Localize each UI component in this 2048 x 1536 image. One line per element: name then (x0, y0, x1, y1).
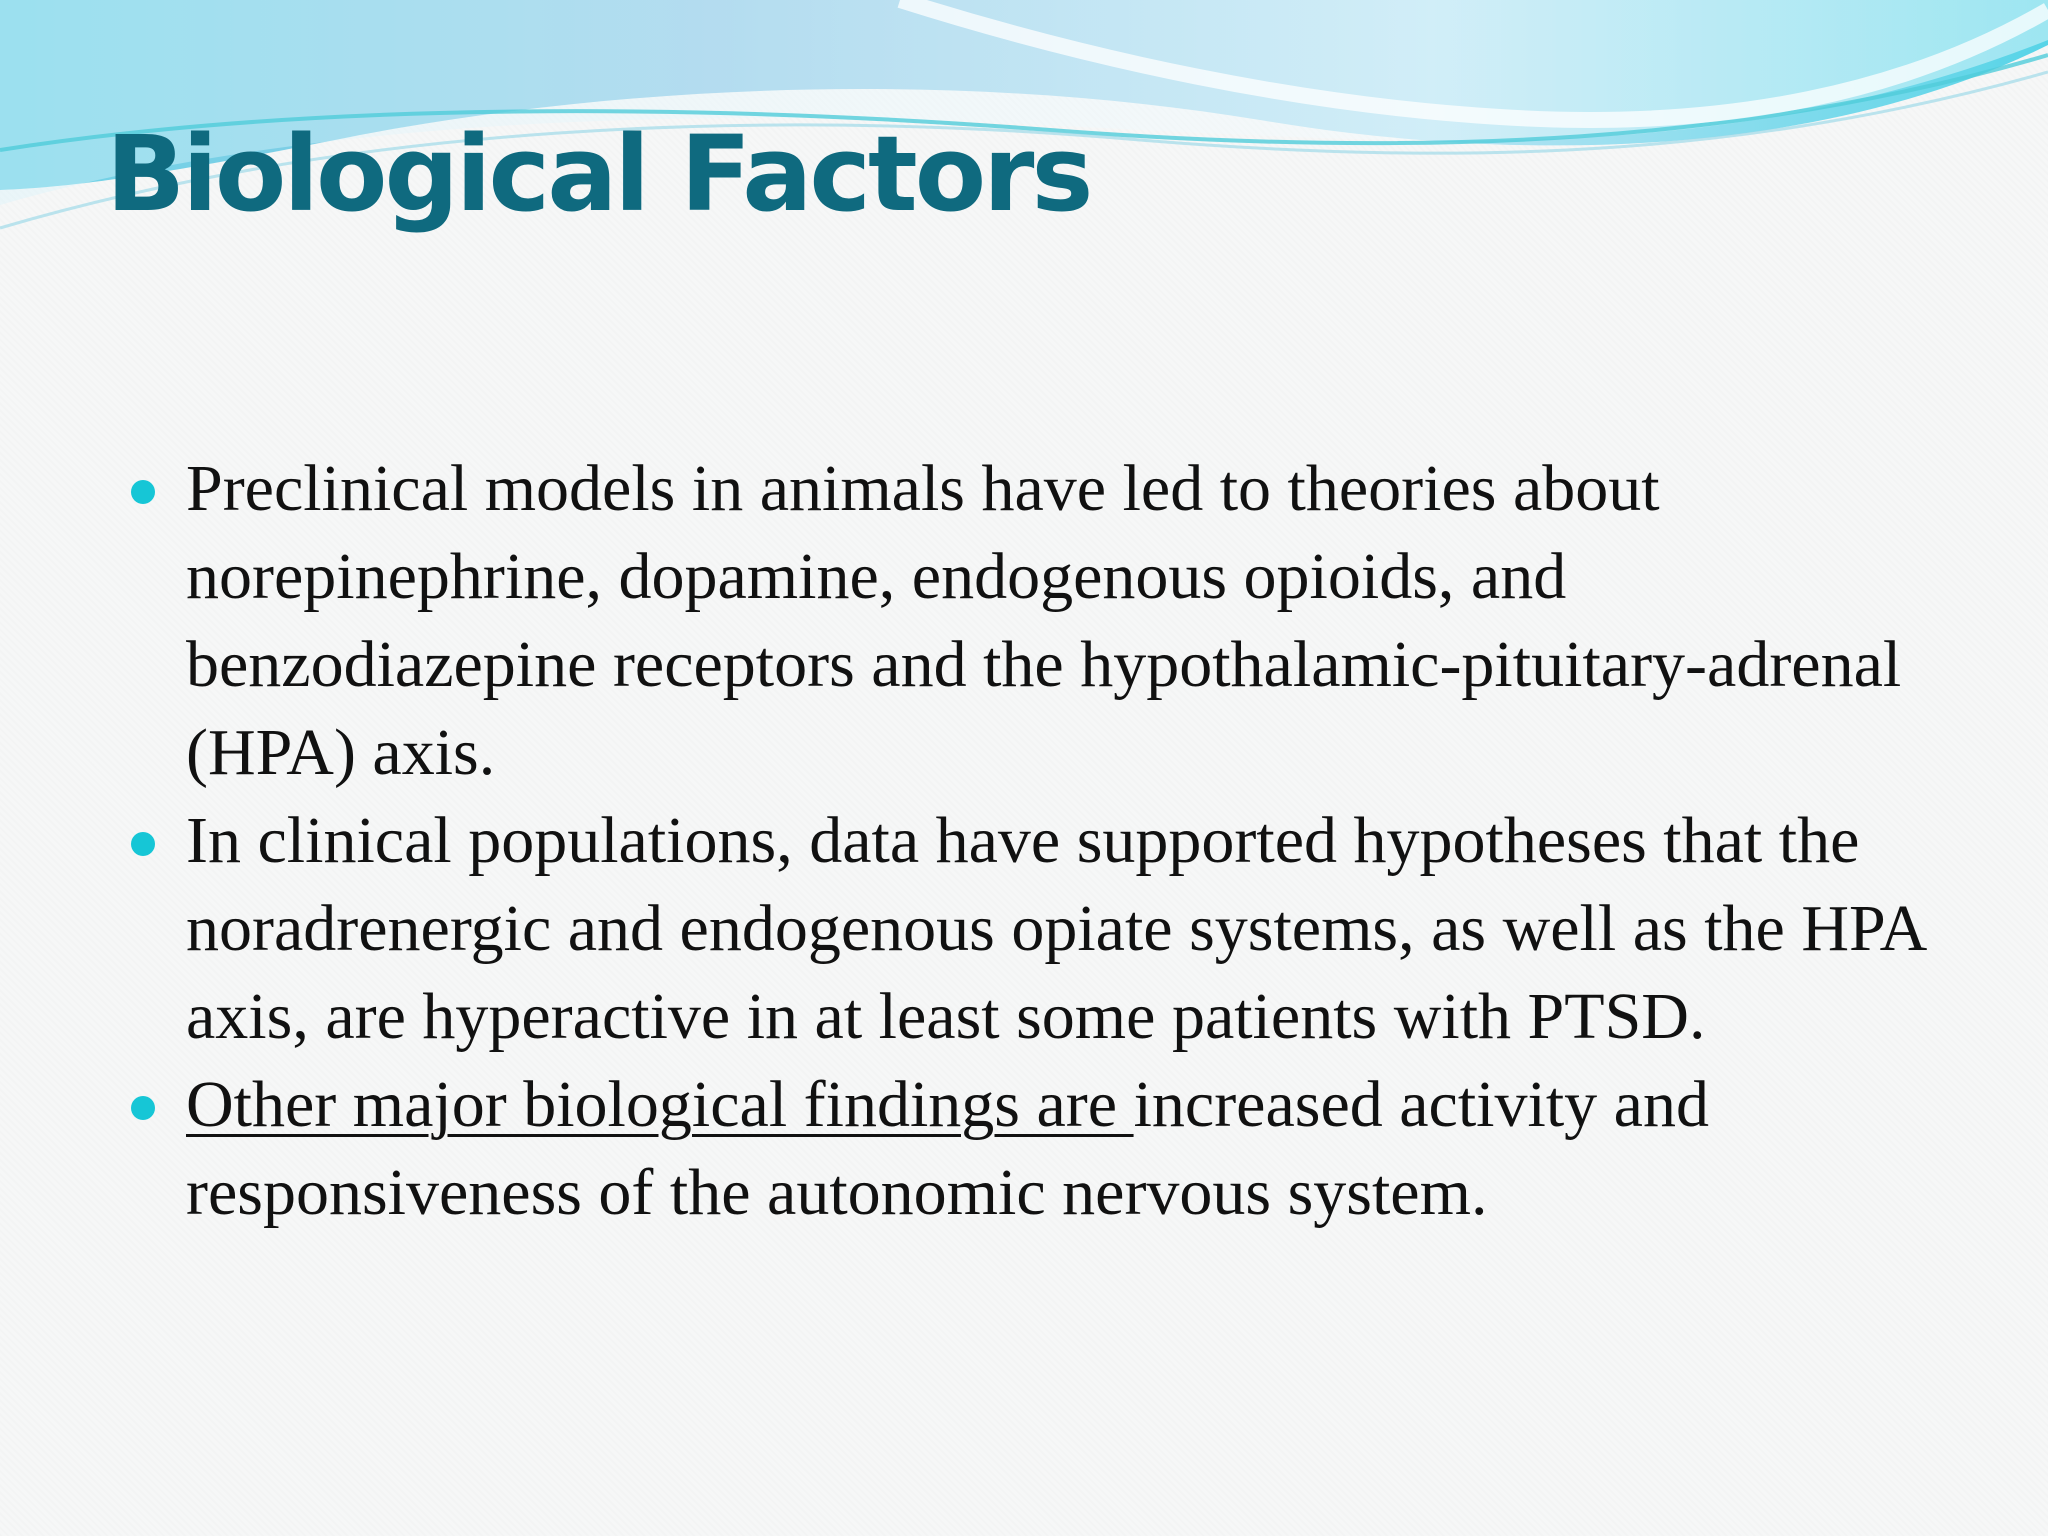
bullet-dot-icon (131, 480, 155, 504)
bullet-item-preclinical-models (128, 445, 1928, 797)
bullet-dot-icon (131, 1096, 155, 1120)
bullet-text: increased activity and responsiveness of the autonomic nervous system. (186, 1068, 1709, 1229)
bullet-text: In clinical populations, data have supported hypotheses that the noradrenergic and endogenous opiate systems, as well as the HPA axis, are hyperactive in at least some patients with PTSD. (186, 804, 1924, 1053)
bullet-dot-icon (131, 832, 155, 856)
bullet-item-clinical-populations (128, 797, 1928, 1061)
slide-title: Biological Factors (106, 113, 1091, 235)
bullet-list (128, 445, 1928, 1237)
bullet-item-biological-findings (128, 1061, 1928, 1237)
underlined-text: Other major biological findings are (186, 1068, 1134, 1141)
bullet-text: Preclinical models in animals have led to theories about norepinephrine, dopamine, endogenous opioids, and benzodiazepine receptors and the hypothalamic-pituitary-adrenal (HPA) axis. (186, 452, 1902, 789)
